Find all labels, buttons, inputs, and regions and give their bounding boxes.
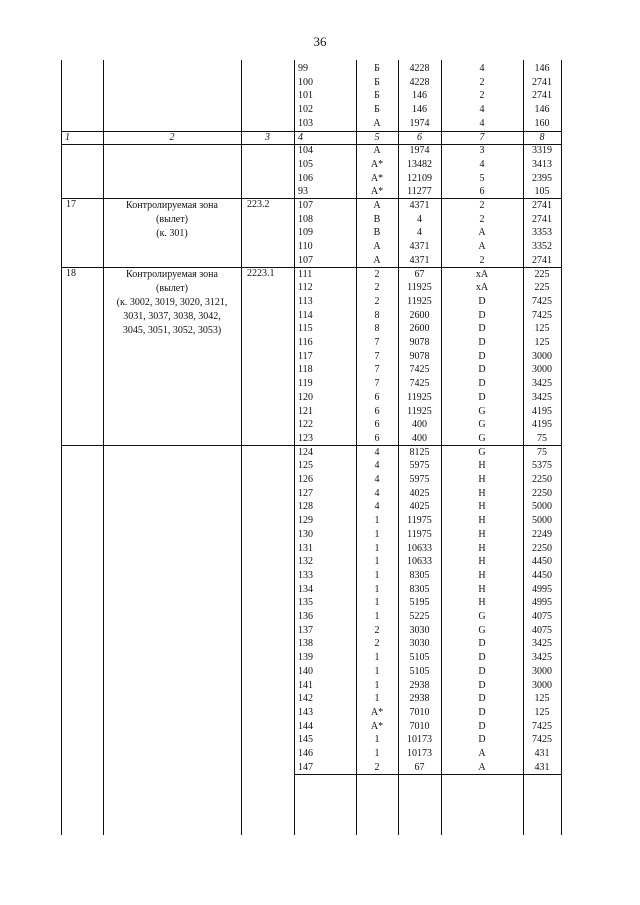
table-cell: 6 — [374, 419, 380, 431]
table-cell: 4 — [374, 460, 380, 472]
table-cell: 1 — [374, 652, 380, 664]
table-cell: 125 — [534, 337, 550, 348]
column-border — [241, 60, 242, 835]
table-cell: В — [373, 213, 381, 225]
table-cell: 2395 — [532, 172, 552, 184]
table-cell: 3 — [479, 145, 485, 157]
table-cell: 8305 — [409, 569, 430, 581]
table-cell: 5000 — [532, 515, 552, 527]
table-cell: 431 — [534, 761, 550, 773]
table-cell: 109 — [298, 227, 313, 239]
table-cell: 1 — [374, 542, 380, 554]
table-cell: А* — [370, 172, 384, 184]
table-cell: 3353 — [532, 227, 552, 239]
table-cell: 1974 — [409, 145, 430, 157]
column-border — [561, 60, 562, 835]
table-cell: 75 — [537, 446, 547, 458]
table-cell: 6 — [374, 405, 380, 417]
table-cell: 1 — [374, 556, 380, 568]
table-cell: H — [478, 597, 486, 609]
table-cell: A — [478, 227, 486, 239]
table-cell: 7425 — [409, 378, 430, 390]
table-cell: А* — [370, 706, 384, 718]
table-cell: Б — [374, 90, 380, 102]
table-cell: 2741 — [532, 90, 552, 102]
table-cell: 5975 — [409, 474, 430, 485]
table-cell: 2 — [479, 213, 485, 225]
table-cell: 5375 — [532, 460, 552, 472]
table-cell: 3000 — [532, 364, 552, 376]
table-cell: H — [478, 501, 486, 513]
table-cell: 100 — [298, 76, 313, 88]
table-cell: 142 — [298, 693, 313, 705]
table-cell: H — [478, 542, 486, 554]
table-cell: G — [478, 611, 486, 622]
table-cell: 5 — [479, 172, 485, 184]
table-cell: 11925 — [407, 282, 432, 294]
table-cell: 146 — [298, 748, 313, 759]
table-cell: 103 — [298, 117, 313, 129]
table-cell: D — [478, 337, 486, 348]
table-cell: 4 — [479, 158, 485, 170]
table-cell: 122 — [298, 419, 313, 431]
table-cell: 10173 — [407, 748, 432, 759]
table-cell: A — [478, 748, 486, 759]
group-code: 2223.1 — [247, 267, 275, 279]
table-cell: 125 — [298, 460, 313, 472]
table-cell: 3030 — [409, 624, 430, 636]
table-cell: 5000 — [532, 501, 552, 513]
header-cell: 1 — [65, 131, 70, 143]
table-cell: D — [478, 706, 486, 718]
table-cell: 93 — [298, 186, 308, 198]
table-cell: 5105 — [409, 665, 430, 677]
group-code: 223.2 — [247, 199, 270, 210]
table-cell: 3000 — [532, 679, 552, 691]
table-cell: 7 — [374, 364, 380, 376]
table-cell: 132 — [298, 556, 313, 568]
table-cell: 118 — [298, 364, 313, 376]
table-cell: 3319 — [532, 145, 552, 157]
table-cell: 126 — [298, 474, 313, 485]
table-cell: D — [478, 309, 486, 321]
table-cell: 4195 — [532, 405, 552, 417]
table-cell: 8125 — [409, 446, 430, 458]
table-cell: В — [373, 227, 381, 239]
table-cell: 4995 — [532, 583, 552, 595]
table-cell: G — [478, 405, 486, 417]
table-cell: 2741 — [532, 254, 552, 266]
table-cell: 2600 — [409, 323, 430, 335]
table-cell: 110 — [298, 241, 313, 253]
table-cell: 11925 — [407, 295, 432, 307]
table-cell: D — [478, 734, 486, 746]
table-cell: 120 — [298, 391, 313, 403]
column-border — [294, 60, 295, 835]
table-cell: 4450 — [532, 556, 552, 568]
table-cell: 3425 — [532, 652, 552, 664]
table-cell: 1974 — [409, 117, 430, 129]
table-cell: D — [478, 720, 486, 732]
table-cell: 133 — [298, 569, 313, 581]
group-name-line: Контролируемая зона — [126, 200, 218, 211]
table-cell: 101 — [298, 90, 313, 102]
table-cell: 7425 — [532, 309, 552, 321]
table-cell: 2 — [479, 76, 485, 88]
table-cell: 112 — [298, 282, 313, 294]
table-cell: 107 — [298, 200, 313, 211]
group-name-line: 3031, 3037, 3038, 3042, — [123, 310, 221, 322]
table-cell: 106 — [298, 172, 313, 184]
table-cell: 115 — [298, 323, 313, 335]
table-cell: 225 — [534, 282, 550, 294]
table-cell: 130 — [298, 528, 313, 540]
table-cell: 136 — [298, 611, 313, 622]
table-cell: А* — [370, 158, 384, 170]
table-cell: 4 — [479, 63, 485, 74]
table-cell: G — [478, 419, 486, 431]
table-cell: 2741 — [532, 200, 552, 211]
table-cell: 4 — [374, 501, 380, 513]
group-number: 17 — [66, 199, 76, 210]
table-cell: 146 — [412, 90, 427, 102]
table-cell: 1 — [374, 597, 380, 609]
table-cell: xA — [475, 282, 489, 294]
table-cell: 7425 — [532, 720, 552, 732]
table-cell: 10633 — [407, 542, 432, 554]
table-cell: 102 — [298, 104, 313, 116]
table-cell: 131 — [298, 542, 313, 554]
header-cell: 3 — [265, 131, 270, 143]
table-cell: H — [478, 487, 486, 499]
table-cell: 138 — [298, 638, 313, 650]
table-cell: 7010 — [409, 706, 430, 718]
table-cell: 2938 — [409, 679, 430, 691]
table-cell: D — [478, 350, 486, 362]
table-cell: 105 — [298, 158, 313, 170]
table-cell: 125 — [534, 693, 550, 705]
table-cell: 7 — [374, 337, 380, 348]
table-cell: 4 — [374, 474, 380, 485]
table-cell: 11925 — [407, 405, 432, 417]
table-cell: 5195 — [409, 597, 430, 609]
column-border — [61, 60, 62, 835]
table-cell: H — [478, 556, 486, 568]
group-name — [105, 268, 239, 338]
group-name-line: (к. 3002, 3019, 3020, 3121, — [116, 296, 228, 308]
table-cell: 134 — [298, 583, 313, 595]
table-cell: 431 — [534, 748, 550, 759]
table-cell: D — [478, 679, 486, 691]
table-cell: 4075 — [532, 624, 552, 636]
table-cell: 99 — [298, 63, 308, 74]
table-cell: 4 — [374, 487, 380, 499]
table-cell: 2250 — [532, 542, 552, 554]
table-cell: 7425 — [532, 734, 552, 746]
table-cell: 125 — [534, 323, 550, 335]
header-cell: 2 — [169, 131, 175, 143]
header-cell: 8 — [539, 131, 545, 143]
table-cell: 1 — [374, 583, 380, 595]
table-cell: Б — [374, 76, 380, 88]
table-cell: 1 — [374, 679, 380, 691]
table-cell: 4 — [417, 227, 422, 239]
header-cell: 4 — [298, 131, 303, 143]
table-cell: 11975 — [407, 528, 432, 540]
table-cell: 2741 — [532, 76, 552, 88]
table-cell: 135 — [298, 597, 313, 609]
table-cell: 123 — [298, 432, 313, 444]
table-cell: 400 — [412, 419, 427, 431]
table-cell: D — [478, 323, 486, 335]
table-cell: 2 — [374, 268, 380, 280]
table-cell: Б — [374, 104, 380, 116]
group-name-line: (вылет) — [156, 282, 188, 294]
table-cell: 3030 — [409, 638, 430, 650]
table-cell: 5225 — [409, 611, 430, 622]
table-cell: 1 — [374, 611, 380, 622]
table-cell: 146 — [412, 104, 427, 116]
table-cell: 2 — [374, 295, 380, 307]
table-cell: 75 — [537, 432, 547, 444]
table-cell: H — [478, 460, 486, 472]
table-cell: 9078 — [409, 337, 430, 348]
table-cell: 147 — [298, 761, 313, 773]
table-cell: D — [478, 364, 486, 376]
table-cell: 3425 — [532, 378, 552, 390]
table-cell: H — [478, 515, 486, 527]
table-cell: D — [478, 665, 486, 677]
table-cell: D — [478, 652, 486, 664]
table-cell: 3000 — [532, 350, 552, 362]
table-cell: 67 — [414, 268, 425, 280]
table-cell: 7425 — [409, 364, 430, 376]
table-cell: 8 — [374, 309, 380, 321]
table-cell: 5975 — [409, 460, 430, 472]
table-cell: 8 — [374, 323, 380, 335]
table-cell: 117 — [298, 350, 313, 362]
table-cell: 3425 — [532, 638, 552, 650]
table-cell: А* — [370, 186, 384, 198]
table-cell: А — [373, 200, 381, 211]
table-cell: 2 — [374, 638, 380, 650]
table-cell: 2 — [374, 624, 380, 636]
table-cell: 10173 — [407, 734, 432, 746]
table-cell: 4228 — [409, 76, 430, 88]
header-cell: 7 — [479, 131, 485, 143]
table-cell: 2 — [374, 282, 380, 294]
table-cell: H — [478, 528, 486, 540]
table-cell: 2741 — [532, 213, 552, 225]
table-cell: 6 — [374, 432, 380, 444]
table-cell: 113 — [298, 295, 313, 307]
header-cell: 5 — [374, 131, 380, 143]
table-cell: 7010 — [409, 720, 430, 732]
table-cell: 105 — [534, 186, 550, 198]
table-cell: 137 — [298, 624, 313, 636]
group-name-line: 3045, 3051, 3052, 3053) — [122, 324, 222, 336]
table-cell: 4228 — [409, 63, 430, 74]
table-cell: D — [478, 295, 486, 307]
table-cell: 129 — [298, 515, 313, 527]
table-cell: 104 — [298, 145, 313, 157]
table-cell: G — [478, 446, 486, 458]
table-cell: 10633 — [407, 556, 432, 568]
table-cell: H — [478, 583, 486, 595]
page-number: 36 — [313, 34, 327, 49]
table-cell: H — [478, 569, 486, 581]
table-cell: 2 — [374, 761, 380, 773]
table-cell: 4075 — [532, 611, 552, 622]
table-cell: D — [478, 391, 486, 403]
table-cell: 9078 — [409, 350, 430, 362]
group-name-line: (к. 301) — [156, 228, 188, 239]
table-cell: 125 — [534, 706, 550, 718]
table-cell: А — [373, 241, 381, 253]
table-cell: 7 — [374, 350, 380, 362]
table-cell: Б — [374, 63, 380, 74]
table-cell: 2250 — [532, 474, 552, 485]
table-cell: 11975 — [407, 515, 432, 527]
table-cell: 4025 — [409, 501, 430, 513]
table-cell: 116 — [298, 337, 313, 348]
table-cell: D — [478, 378, 486, 390]
table-cell: A — [478, 241, 486, 253]
header-cell: 6 — [417, 131, 422, 143]
table-cell: 2600 — [409, 309, 430, 321]
table-cell: 4995 — [532, 597, 552, 609]
table-cell: А — [373, 145, 381, 157]
table-cell: 121 — [298, 405, 313, 417]
table-cell: 4450 — [532, 569, 552, 581]
table-cell: 127 — [298, 487, 313, 499]
table-cell: 13482 — [407, 158, 432, 170]
table-cell: 7 — [374, 378, 380, 390]
table-cell: 4371 — [409, 241, 430, 253]
table-cell: G — [478, 432, 486, 444]
table-cell: 140 — [298, 665, 313, 677]
table-cell: G — [478, 624, 486, 636]
table-cell: 139 — [298, 652, 313, 664]
group-name — [105, 199, 239, 241]
group-name-line: Контролируемая зона — [126, 268, 218, 280]
table-cell: 12109 — [407, 172, 432, 184]
table-cell: 1 — [374, 569, 380, 581]
table-cell: 2 — [479, 90, 485, 102]
table-cell: 1 — [374, 734, 380, 746]
table-cell: 108 — [298, 213, 313, 225]
table-cell: D — [478, 638, 486, 650]
table-cell: 146 — [534, 63, 550, 74]
table-cell: 4 — [479, 104, 485, 116]
data-table — [61, 60, 561, 835]
table-cell: 11277 — [407, 186, 432, 198]
table-cell: 2 — [479, 254, 485, 266]
table-cell: 7425 — [532, 295, 552, 307]
table-cell: 143 — [298, 706, 313, 718]
table-cell: A — [478, 761, 486, 773]
table-cell: 3413 — [532, 158, 552, 170]
table-cell: 4195 — [532, 419, 552, 431]
table-cell: 3425 — [532, 391, 552, 403]
table-cell: 67 — [414, 761, 425, 773]
table-cell: А — [373, 254, 381, 266]
table-cell: 4 — [417, 213, 422, 225]
table-cell: 4371 — [409, 200, 430, 211]
table-cell: 128 — [298, 501, 313, 513]
table-cell: А — [373, 117, 381, 129]
group-name-line: (вылет) — [156, 214, 188, 225]
table-cell: 2249 — [532, 528, 552, 540]
table-cell: 4 — [374, 446, 380, 458]
table-cell: 2 — [479, 200, 485, 211]
table-cell: 160 — [534, 117, 550, 129]
table-cell: 111 — [298, 268, 313, 280]
table-cell: 8305 — [409, 583, 430, 595]
table-cell: 5105 — [409, 652, 430, 664]
table-cell: D — [478, 693, 486, 705]
table-cell: А* — [370, 720, 384, 732]
table-cell: xA — [475, 268, 489, 280]
table-cell: 1 — [374, 528, 380, 540]
table-cell: 124 — [298, 446, 313, 458]
table-cell: 145 — [298, 734, 313, 746]
table-cell: 6 — [374, 391, 380, 403]
column-border — [103, 60, 104, 835]
table-cell: 400 — [412, 432, 427, 444]
row-border — [294, 774, 561, 775]
table-cell: 114 — [298, 309, 313, 321]
table-cell: 4025 — [409, 487, 430, 499]
table-cell: 119 — [298, 378, 313, 390]
table-cell: 225 — [534, 268, 550, 280]
group-number: 18 — [66, 267, 76, 279]
table-cell: 2938 — [409, 693, 430, 705]
table-cell: 4371 — [409, 254, 430, 266]
table-cell: 141 — [298, 679, 313, 691]
table-cell: 107 — [298, 254, 313, 266]
table-cell: 1 — [374, 748, 380, 759]
table-cell: 1 — [374, 665, 380, 677]
table-cell: 144 — [298, 720, 313, 732]
table-cell: 6 — [479, 186, 485, 198]
table-cell: 2250 — [532, 487, 552, 499]
table-cell: 146 — [534, 104, 550, 116]
table-cell: 3000 — [532, 665, 552, 677]
table-cell: 1 — [374, 515, 380, 527]
table-cell: 3352 — [532, 241, 552, 253]
table-cell: 4 — [479, 117, 485, 129]
table-cell: H — [478, 474, 486, 485]
table-cell: 1 — [374, 693, 380, 705]
table-cell: 11925 — [407, 391, 432, 403]
